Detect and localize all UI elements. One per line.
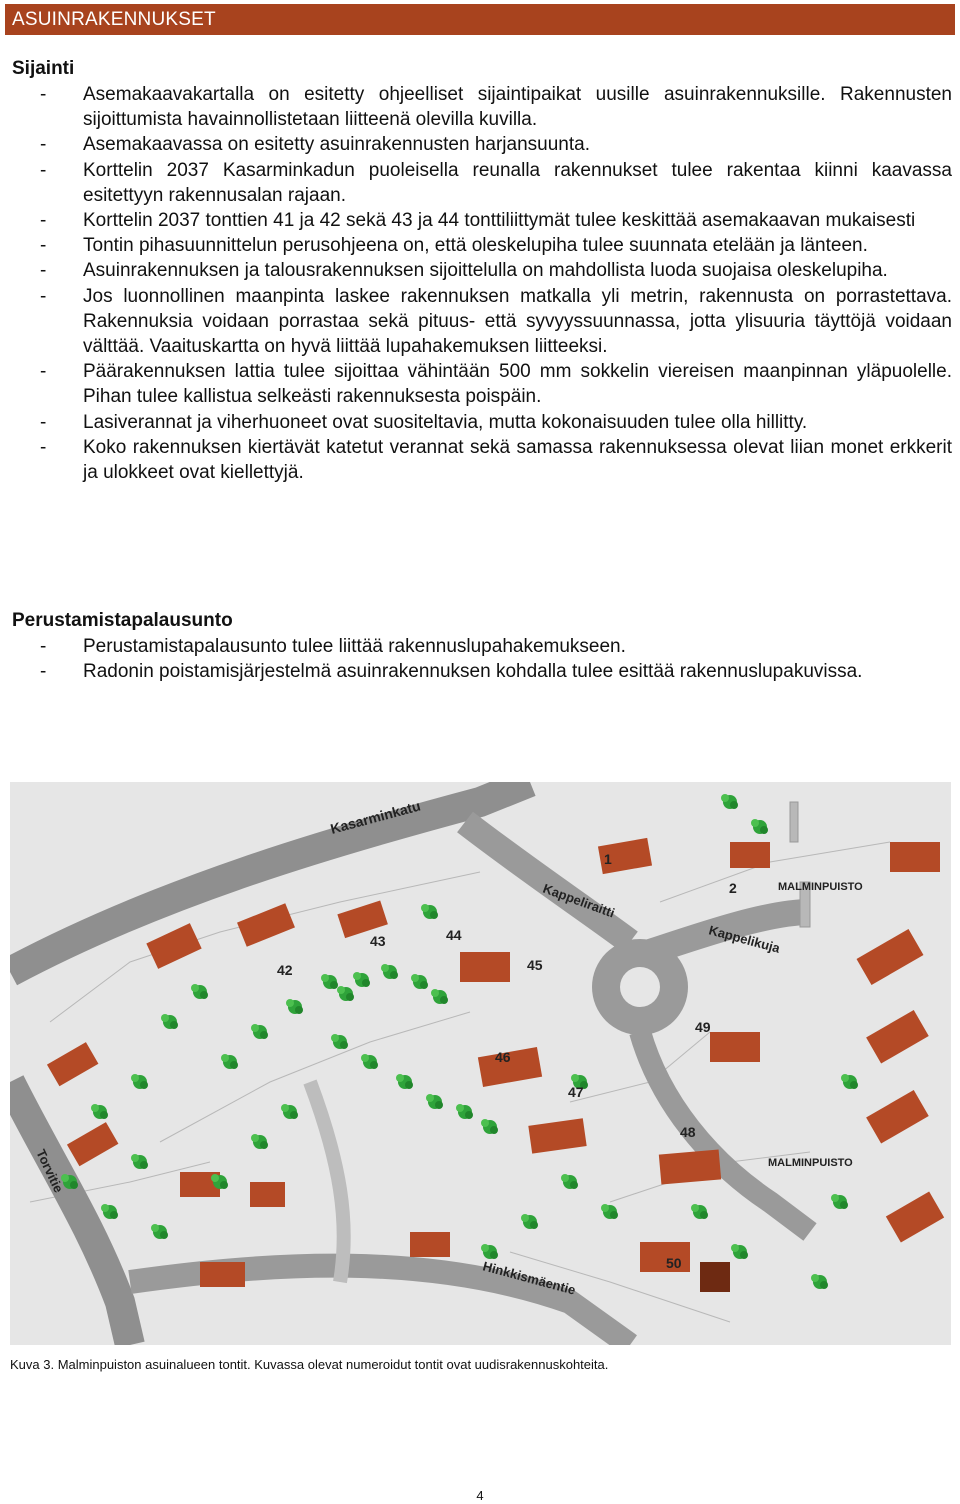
plot-number: 48 bbox=[680, 1124, 696, 1140]
street-label-kappeliraitti: Kappeliraitti bbox=[540, 880, 617, 921]
plot-number: 1 bbox=[604, 851, 612, 867]
street-label-hinkkismaentie: Hinkkismäentie bbox=[481, 1258, 578, 1298]
site-plan-svg bbox=[10, 782, 951, 1345]
list-item: - Päärakennuksen lattia tulee sijoittaa vähintään 500 mm sokkelin viereisen maanpinnan yläpuolelle. Pihan tulee kallistua selkeästi rakennuksesta poispäin. bbox=[40, 359, 952, 409]
street-label-kappelikuja: Kappelikuja bbox=[707, 922, 782, 956]
sijainti-list bbox=[40, 82, 952, 485]
list-item: - Korttelin 2037 Kasarminkadun puoleisella reunalla rakennukset tulee rakentaa kiinni kaavassa esitettyyn rakennusalan rajaan. bbox=[40, 158, 952, 208]
list-item: - Tontin pihasuunnittelun perusohjeena on, että oleskelupiha tulee suunnata etelään ja länteen. bbox=[40, 233, 952, 258]
list-item: - Asemakaavakartalla on esitetty ohjeelliset sijaintipaikat uusille asuinrakennuksille. Rakennusten sijoittumista havainnollistetaan liitteenä olevilla kuvilla. bbox=[40, 82, 952, 132]
plot-number: 49 bbox=[695, 1019, 711, 1035]
list-item: - Asemakaavassa on esitetty asuinrakennusten harjansuunta. bbox=[40, 132, 952, 157]
site-plan-map bbox=[10, 782, 951, 1345]
list-item: - Asuinrakennuksen ja talousrakennuksen sijoittelulla on mahdollista luoda suojaisa oleskelupiha. bbox=[40, 258, 952, 283]
area-label-malminpuisto: MALMINPUISTO bbox=[778, 881, 863, 893]
page-number: 4 bbox=[476, 1488, 484, 1503]
list-item: - Jos luonnollinen maanpinta laskee rakennuksen matkalla yli metrin, rakennusta on porrastettava. Rakennuksia voidaan porrastaa sekä pituus- että syvyyssuunnassa, jotta ylisuuria täyttöjä voidaan välttää. Vaaituskartta on hyvä liittää lupahakemuksen liitteeksi. bbox=[40, 284, 952, 360]
list-item: - Radonin poistamisjärjestelmä asuinrakennuksen kohdalla tulee esittää rakennuslupakuvissa. bbox=[40, 659, 952, 684]
plot-number: 43 bbox=[370, 933, 386, 949]
area-label-malminpuisto: MALMINPUISTO bbox=[768, 1157, 853, 1169]
plot-number: 50 bbox=[666, 1255, 682, 1271]
perustamistapalausunto-list bbox=[40, 634, 952, 684]
list-item: - Perustamistapalausunto tulee liittää rakennuslupahakemukseen. bbox=[40, 634, 952, 659]
section-header: ASUINRAKENNUKSET bbox=[5, 4, 955, 35]
street-label-kasarminkatu: Kasarminkatu bbox=[328, 797, 423, 837]
plot-number: 46 bbox=[495, 1049, 511, 1065]
plot-number: 42 bbox=[277, 962, 293, 978]
section-title-perustamistapalausunto: Perustamistapalausunto bbox=[12, 610, 233, 631]
list-item: - Korttelin 2037 tonttien 41 ja 42 sekä 43 ja 44 tonttiliittymät tulee keskittää asemakaavan mukaisesti bbox=[40, 208, 952, 233]
plot-number: 2 bbox=[729, 880, 737, 896]
street-label-torvitie: Torvitie bbox=[33, 1146, 67, 1195]
list-item: - Lasiverannat ja viherhuoneet ovat suositeltavia, mutta kokonaisuuden tulee olla hillitty. bbox=[40, 410, 952, 435]
plot-number: 47 bbox=[568, 1084, 584, 1100]
list-item: - Koko rakennuksen kiertävät katetut verannat sekä samassa rakennuksessa olevat liian monet erkkerit ja ulokkeet ovat kiellettyjä. bbox=[40, 435, 952, 485]
section-title-sijainti: Sijainti bbox=[12, 58, 75, 79]
plot-number: 44 bbox=[446, 927, 462, 943]
figure-caption: Kuva 3. Malminpuiston asuinalueen tontit. Kuvassa olevat numeroidut tontit ovat uudisrakennuskohteita. bbox=[10, 1357, 609, 1372]
plot-number: 45 bbox=[527, 957, 543, 973]
